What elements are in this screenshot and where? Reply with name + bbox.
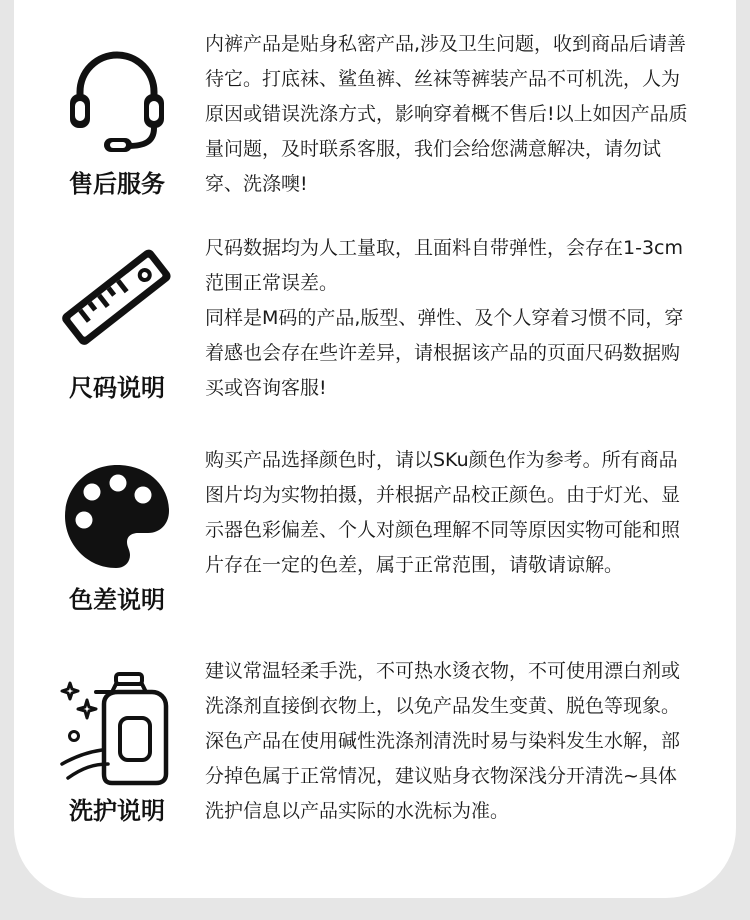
section-title: 洗护说明 bbox=[69, 797, 165, 825]
section-title: 色差说明 bbox=[69, 586, 165, 614]
palette-icon bbox=[58, 462, 176, 572]
section-text bbox=[205, 443, 695, 583]
paragraph: 同样是M码的产品,版型、弹性、及个人穿着习惯不同，穿着感也会存在些许差异，请根据该产品的页面尺码数据购买或咨询客服! bbox=[205, 307, 684, 399]
section-text bbox=[205, 231, 695, 406]
detergent-bottle-icon bbox=[58, 670, 176, 788]
paragraph: 内裤产品是贴身私密产品,涉及卫生问题，收到商品后请善待它。打底袜、鲨鱼裤、丝袜等裤装产品不可机洗，人为原因或错误洗涤方式，影响穿着概不售后!以上如因产品质量问题，及时联系客服，我们会给您满意解决，请勿试穿、洗涤噢! bbox=[205, 33, 688, 195]
section-title: 售后服务 bbox=[69, 170, 165, 198]
paragraph: 购买产品选择颜色时，请以SKu颜色作为参考。所有商品图片均为实物拍摄，并根据产品校正颜色。由于灯光、显示器色彩偏差、个人对颜色理解不同等原因实物可能和照片存在一定的色差，属于正常范围，请敬请谅解。 bbox=[205, 449, 681, 576]
section-text bbox=[205, 654, 695, 829]
section-text bbox=[205, 27, 695, 202]
ruler-icon bbox=[58, 248, 176, 348]
headset-icon bbox=[58, 42, 176, 157]
paragraph: 建议常温轻柔手洗，不可热水烫衣物，不可使用漂白剂或洗涤剂直接倒衣物上，以免产品发生变黄、脱色等现象。深色产品在使用碱性洗涤剂清洗时易与染料发生水解，部分掉色属于正常情况，建议贴身衣物深浅分开清洗~具体洗护信息以产品实际的水洗标为准。 bbox=[205, 660, 681, 822]
paragraph: 尺码数据均为人工量取，且面料自带弹性，会存在1-3cm范围正常误差。 bbox=[205, 237, 683, 294]
section-title: 尺码说明 bbox=[69, 374, 165, 402]
